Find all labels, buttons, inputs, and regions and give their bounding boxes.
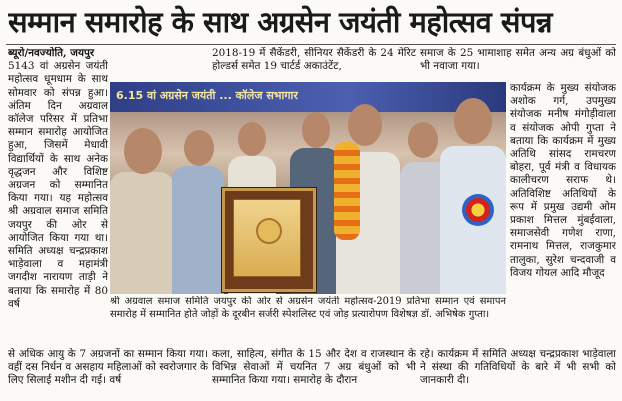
stage-banner — [110, 82, 506, 112]
seal-icon — [256, 218, 282, 244]
article-column-left — [8, 47, 108, 372]
event-photo — [110, 82, 506, 294]
article-column-right — [510, 82, 616, 344]
flower-garland — [334, 142, 360, 240]
bottom-right-text: रहे। कार्यक्रम में समिति अध्यक्ष चन्द्रप्रकाश भाड़ेवाला ने संस्था की गतिविधियों के बारे में भी सभी को जानकारी दी। — [420, 348, 616, 387]
bottom-left-text: से अधिक आयु के 7 अग्रजनों का सम्मान किया गया। वहीं दस निर्धन व असहाय महिलाओं को स्वरोजगार के लिए सिलाई मशीन दी गई। वर्ष — [8, 348, 208, 387]
article-bottom-left — [8, 348, 208, 392]
column-right-top-text: समाज के 25 भामाशाह समेत अन्य अग्र बंधुओं को भी नवाजा गया। — [420, 47, 616, 73]
column-left-text: 5143 वां अग्रसेन जयंती महोत्सव धूमधाम के साथ सोमवार को संपन्न हुआ। अंतिम दिन अग्रवाल कॉलेज परिसर में प्रतिभा सम्मान समारोह आयोजित हुआ, जिसमें मेधावी विद्यार्थियों के साथ अनेक वृद्धजन और विशिष्ट अग्रजन को सम्मानित किया गया। यह महोत्सव श्री अग्रवाल समाज समिति जयपुर की ओर से आयोजित किया गया था। समिति अध्यक्ष चन्द्रप्रकाश भाड़ेवाला व महामंत्री जगदीश नारायण ताड़ी ने बताया कि समारोह में 80 वर्ष — [8, 60, 108, 310]
headline: सम्मान समारोह के साथ अग्रसेन जयंती महोत्सव संपन्न — [8, 5, 553, 39]
award-plaque — [222, 188, 316, 292]
stage-banner-text: 6.15 वां अग्रसेन जयंती ... कॉलेज सभागार — [116, 89, 298, 102]
photo-caption: श्री अग्रवाल समाज समिति जयपुर की ओर से अग्रसेन जयंती महोत्सव-2019 प्रतिभा सम्मान एवं समापन समारोह में सम्मानित होते जोड़ों के दूरबीन सर्जरी स्पेशलिस्ट एवं जोड़ प्रत्यारोपण विशेषज्ञ डॉ. अभिषेक गुप्ता। — [110, 296, 506, 320]
article-column-right-top — [420, 47, 616, 79]
headline-rule — [6, 44, 616, 45]
column-middle-top-text: 2018-19 में सैकेंडरी, सीनियर सैकेंडरी के 24 मेरिट होल्डर्स समेत 19 चार्टर्ड अकाउंटेंट, — [212, 47, 416, 73]
byline: ब्यूरो/नवज्योति, जयपुर — [8, 47, 95, 59]
column-right-text: कार्यक्रम के मुख्य संयोजक अशोक गर्ग, उपमुख्य संयोजक मनीष मंगोड़ीवाला व संयोजक ओपी गुप्ता ने बताया कि कार्यक्रम में मुख्य अतिथि सांसद रामचरण बोहरा, पूर्व मंत्री व विधायक कालीचरण सराफ थे। अतिविशिष्ट अतिथियों के रूप में प्रमुख उद्यमी ओम प्रकाश मित्तल मुंबईवाला, समाजसेवी गणेश राणा, रामनाथ मित्तल, राजकुमार तालुका, सुरेश चन्दवाजी व विजय गोयल आदि मौजूद — [510, 82, 616, 279]
rosette-badge-icon — [462, 194, 494, 226]
bottom-middle-text: कला, साहित्य, संगीत के 15 और देश व राजस्थान के विभिन्न सेवाओं में चयनित 7 अग्र बंधुओं को भी सम्मानित किया गया। समारोह के दौरान — [212, 348, 416, 387]
article-column-middle-top — [212, 47, 416, 79]
article-bottom-right — [420, 348, 616, 392]
article-bottom-middle — [212, 348, 416, 392]
